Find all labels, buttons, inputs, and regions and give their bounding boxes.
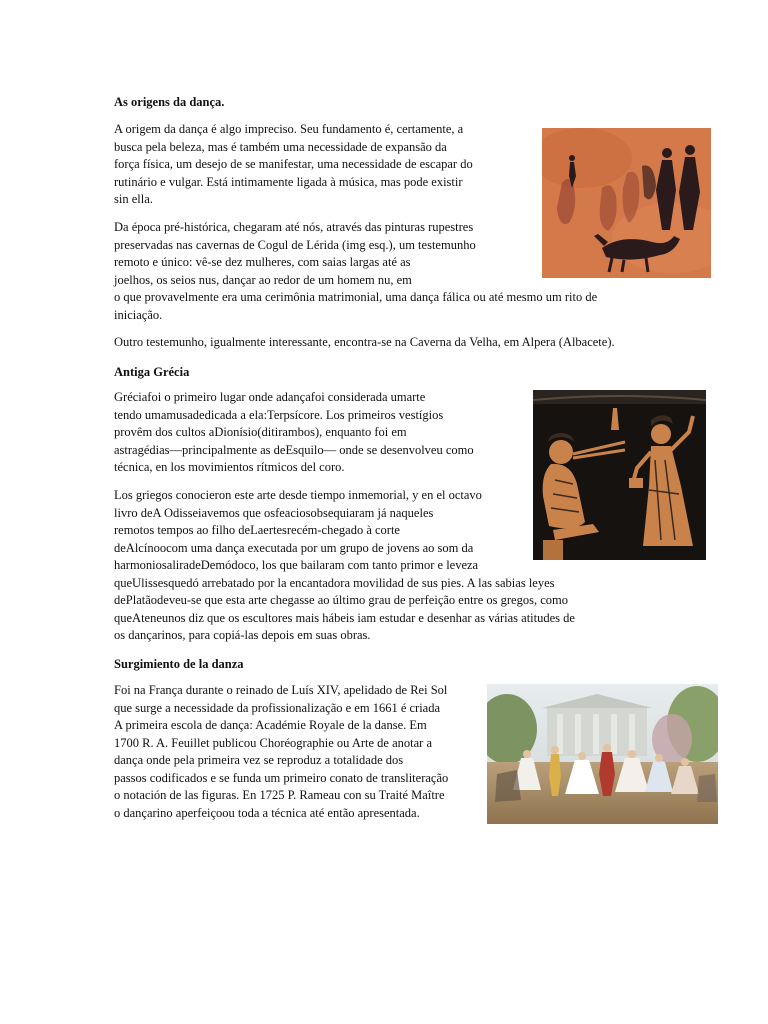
text-line: dePlatãodeveu-se que esta arte chegasse ao último grau de perfeição entre os gregos, como: [114, 593, 568, 607]
text-line: livro deA Odisseiavemos que osfeaciosobsequiaram já naqueles: [114, 505, 434, 520]
text-line: força física, um desejo de se manifestar, uma necessidade de escapar do: [114, 157, 473, 171]
text-line: harmoniosaliradeDemódoco, los que bailaram com tanto primor e leveza: [114, 558, 479, 572]
text-line: que surge a necessidade da profissionalização e em 1661 é criada: [114, 700, 441, 715]
text-line: provêm dos cultos aDionísio(ditirambos), enquanto foi em: [114, 425, 407, 439]
text-line: tendo umamusadedicada a ela:Terpsícore. Los primeiros vestígios: [114, 407, 444, 422]
text-line: os dançarinos, para copiá-las depois em suas obras.: [114, 628, 371, 642]
text-line: remoto e único: vê-se dez mulheres, com saias largas até as: [114, 255, 411, 269]
text-line: queAteneunos diz que os escultores mais hábeis iam estudar e desenhar as várias atitudes de: [114, 610, 575, 625]
section-heading: Antiga Grécia: [114, 365, 190, 379]
text-line: iniciação.: [114, 307, 163, 322]
cave-painting-image: [542, 128, 711, 278]
text-line: Los griegos conocieron este arte desde tiempo inmemorial, y en el octavo: [114, 488, 482, 502]
text-line: preservadas nas cavernas de Cogul de Lérida (img esq.), um testemunho: [114, 237, 476, 252]
text-line: deAlcínoocom uma dança executada por um grupo de jovens ao som da: [114, 540, 474, 555]
baroque-dance-painting-image: [487, 684, 718, 824]
text-line: astragédias—principalmente as deEsquilo— onde se desenvolveu como: [114, 442, 474, 457]
text-line: dança onde pela primeira vez se reproduz a totalidade dos: [114, 753, 404, 767]
section-heading: Surgimiento de la danza: [114, 657, 244, 671]
greek-vase-image: [533, 390, 706, 560]
text-line: 1700 R. A. Feuillet publicou Choréographie ou Arte de anotar a: [114, 735, 432, 750]
text-line: Gréciafoi o primeiro lugar onde adançafoi considerada umarte: [114, 390, 426, 404]
text-line: técnica, en los movimientos rítmicos del coro.: [114, 460, 345, 474]
text-line: o que provavelmente era uma cerimônia matrimonial, uma dança fálica ou até mesmo um rito de: [114, 290, 598, 304]
text-line: sin ella.: [114, 192, 153, 206]
text-line: busca pela beleza, mas é também uma necessidade de expansão da: [114, 139, 447, 154]
text-line: Da época pré-histórica, chegaram até nós, através das pinturas rupestres: [114, 220, 474, 234]
text-line: o notación de las figuras. En 1725 P. Rameau con su Traité Maître: [114, 788, 445, 802]
text-line: queUlissesquedó arrebatado por la encantadora movilidad de sus pies. A las sabias leyes: [114, 575, 555, 590]
text-line: A origem da dança é algo impreciso. Seu fundamento é, certamente, a: [114, 122, 464, 136]
text-line: Foi na França durante o reinado de Luís XIV, apelidado de Rei Sol: [114, 683, 448, 697]
text-line: remotos tempos ao filho deLaertesrecém-chegado à corte: [114, 523, 400, 537]
text-line: Outro testemunho, igualmente interessante, encontra-se na Caverna da Velha, em Alpera (Albacete).: [114, 335, 615, 349]
text-line: passos codificados e se funda um primeiro conato de transliteração: [114, 770, 449, 785]
text-line: joelhos, os seios nus, dançar ao redor de um homem nu, em: [114, 272, 412, 287]
section-heading: As origens da dança.: [114, 95, 225, 109]
text-line: rutinário e vulgar. Está intimamente ligada à música, mas pode existir: [114, 174, 463, 189]
text-line: A primeira escola de dança: Académie Royale de la danse. Em: [114, 718, 427, 732]
text-line: o dançarino aperfeiçoou toda a técnica até então apresentada.: [114, 805, 420, 820]
